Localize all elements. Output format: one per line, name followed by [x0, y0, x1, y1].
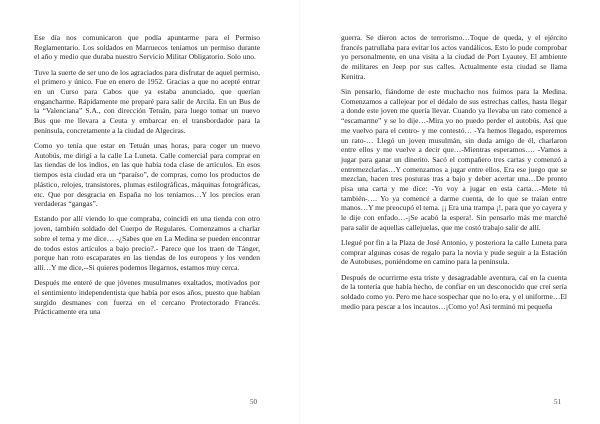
- paragraph: Tuve la suerte de ser uno de los agraciados para disfrutar de aquel permiso, el primero y único. Fue en enero de 1952. Gracias a que no acepté entrar en un Curso para Cabos que ya estaba anunciado, que querían engancharme. Rápidamente me preparé para salir de Arcila. En un Bus de la “Valenciana” S.A., con dirección Tetuán, para luego tomar un nuevo Bus que me llevara a Ceuta y embarcar en el transbordador para la península, concretamente a la ciudad de Algeciras.: [34, 67, 260, 135]
- paragraph: guerra. Se dieron actos de terrorismo…Toque de queda, y el ejército francés patrullaba para evitar los actos vandálicos. Esto lo pude comprobar yo personalmente, en una visita a la ciudad de Port Lyautey. El ambiente de militares en Jeep por sus calles. Actualmente esta ciudad se llama Kenitra.: [341, 33, 567, 81]
- page-number: 50: [250, 398, 257, 406]
- page-number: 51: [554, 398, 561, 406]
- paragraph: Sin pensarlo, fiándome de este muchacho nos fuimos para la Medina. Comenzamos a callejear por el dédalo de sus estrechas calles, hasta llegar a donde este joven me quería llevar. Cuando ya llevaba un rato comencé a “escamarme” y se lo dije…-Mira yo no puedo perder el autobús. Así que me vuelvo para el centro- y me contestó… -Ya hemos llegado, esperemos un rato-… Llegó un joven musulmán, sin duda amigo de él, charlaron entre ellos y me vuelve a decir que…-Mientras esperamos…. -Vamos a jugar para ganar un dinerito. Sacó el compañero tres cartas y comenzó a entremezclarlas…Y comenzamos a jugar entre ellos. Era ese juego que se mezclan, hacen tres posturas tras a bajo y deber acertar una…De pronto pisa una carta y me dice: -Yo voy a jugar en esta carta…-Mete tú también-…. Yo ya comencé a darme cuenta, de lo que se traían entre manos…Y me preocupó el tema. ¡¡ Era una trampa ¡!, para que yo cayera y le dije con enfado…-¡Se acabó la espera!. Sin pensarlo más me marché para salir de aquellas callejuelas, que me costó trabajo salir de allí.: [341, 87, 567, 232]
- paragraph: Llegué por fin a la Plaza de José Antonio, y posteriora la calle Luneta para comprar algunas cosas de regalo para la novia y pude seguir a la Estación de Autobuses, poniéndome en camino para la península.: [341, 238, 567, 267]
- paragraph: Estando por allí viendo lo que compraba, coincidí en una tienda con otro joven, también soldado del Cuerpo de Regulares. Comenzamos a charlar sobre el tema y me dice… -¿Sabes que en La Medina se pueden encontrar de todos estos artículos a bajo precio?.- Parece que los traen de Tánger, porque han roto escaparates en las tiendas de los europeos y los venden allí…Y me dice,--Si quieres podemos llegarnos, estamos muy cerca.: [34, 214, 260, 272]
- right-page: [300, 0, 600, 424]
- paragraph: Ese día nos comunicaron que podía apuntarme para el Permiso Reglamentario. Los soldados en Marruecos teníamos un permiso durante el año y medio que duraba nuestro Servicio Militar Obligatorio. Solo uno.: [34, 33, 260, 62]
- paragraph: Después de ocurrirme esta triste y desagradable aventura, caí en la cuenta de la tontería que había hecho, de confiar en un desconocido que creí sería soldado como yo. Pero me hace sospechar que no lo era, y el uniforme…El medio para pescar a los incautos…¡Como yo! Así terminó mi pequeña: [341, 272, 567, 311]
- paragraph: Después me enteré de que jóvenes musulmanes exaltados, motivados por el sentimiento independentista que había por esos años, puesto que habían surgido desmanes con fuerza en el cercano Protectorado Francés. Prácticamente era una: [34, 278, 260, 317]
- paragraph: Como yo tenía que estar en Tetuán unas horas, para coger un nuevo Autobús, me dirigí a la calle La Luneta. Calle comercial para comprar en las tiendas de los indios, en las que había toda clase de artículos. En esos tiempos esta ciudad era un “paraíso”, de compras, como los productos de plástico, relojes, transistores, plumas estilográficas, máquinas fotográficas, etc. Que por desgracia en España no los teníamos…Y los precios eran verdaderas “gangas”.: [34, 141, 260, 209]
- right-page-text: [341, 33, 567, 311]
- left-page-text: [34, 33, 260, 317]
